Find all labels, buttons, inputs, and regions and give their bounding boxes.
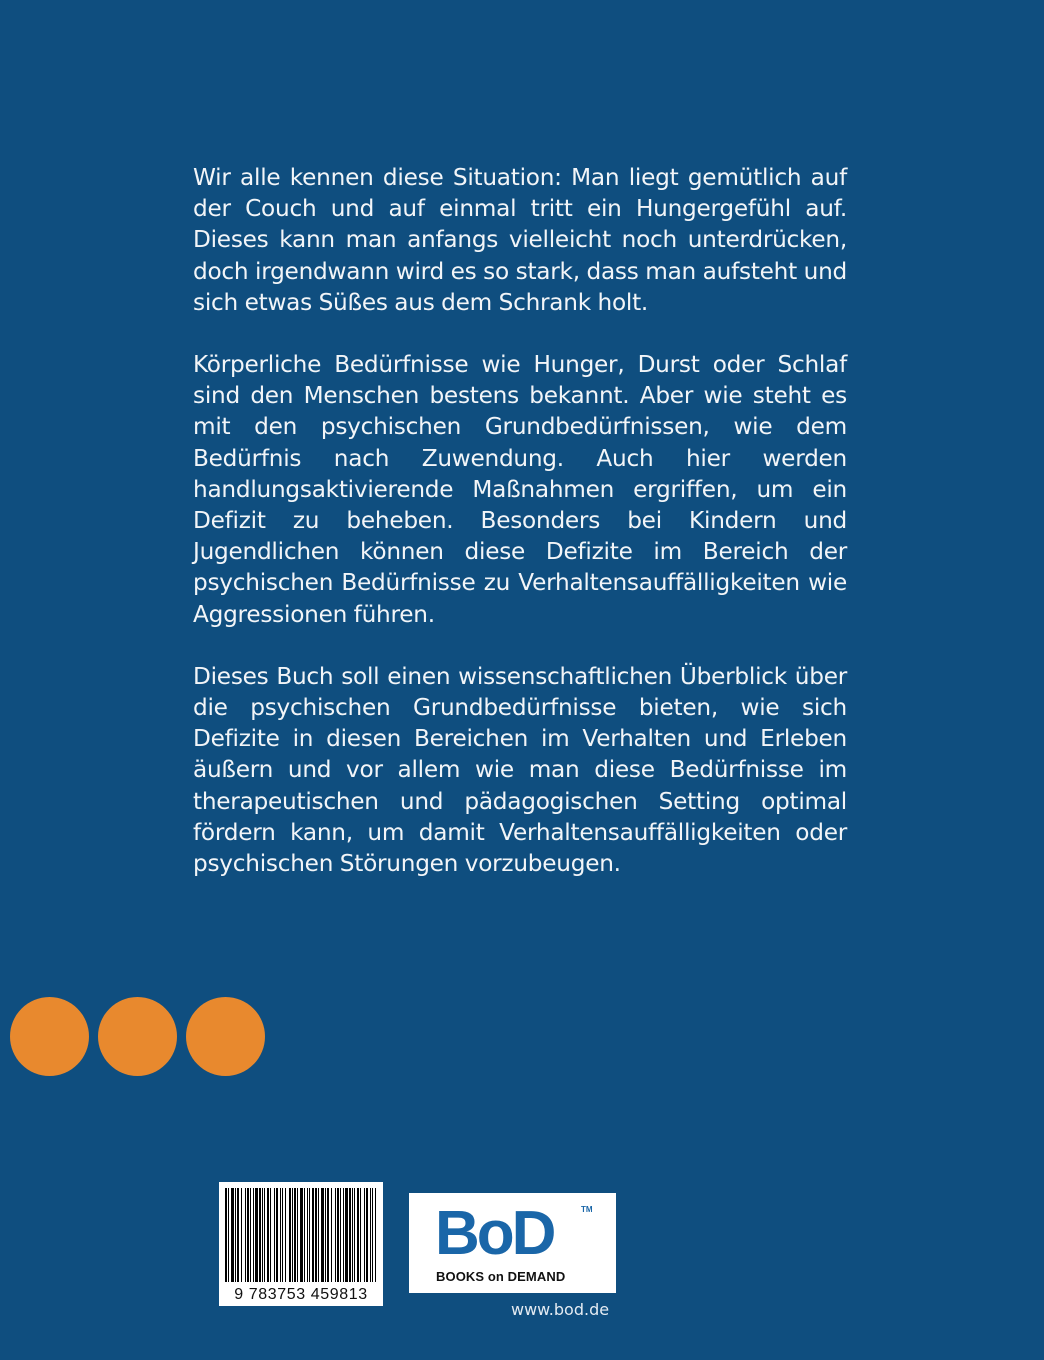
blurb-paragraph-3: Dieses Buch soll einen wissenschaftlichen Überblick über die psychischen Grundbedürfnisse bieten, wie sich Defizite in diesen Bereichen im Verhalten und Erleben äußern und vor allem wie man diese Bedürfnisse im therapeutischen und pädagogischen Setting optimal fördern kann, um damit Verhaltensauffälligkeiten oder psychischen Störungen vorzubeugen. — [193, 662, 847, 878]
blurb-paragraph-2: Körperliche Bedürfnisse wie Hunger, Durst oder Schlaf sind den Menschen bestens bekannt. Aber wie steht es mit den psychischen Grundbedürfnissen, wie dem Bedürfnis nach Zuwendung. Auch hier werden handlungsaktivierende Maßnahmen ergriffen, um ein Defizit zu beheben. Besonders bei Kindern und Jugendlichen können diese Defizite im Bereich der psychischen Bedürfnisse zu Verhaltensauffälligkeiten wie Aggressionen führen. — [193, 351, 847, 628]
publisher-url: www.bod.de — [511, 1300, 610, 1319]
orange-dot-3 — [186, 997, 265, 1076]
isbn-number: 9 783753 459813 — [234, 1286, 368, 1303]
decorative-dots — [10, 997, 265, 1076]
bod-tagline: BOOKS on DEMAND — [436, 1269, 566, 1284]
orange-dot-1 — [10, 997, 89, 1076]
isbn-barcode — [219, 1182, 383, 1306]
barcode-bars — [225, 1188, 377, 1282]
blurb-paragraph-1: Wir alle kennen diese Situation: Man liegt gemütlich auf der Couch und auf einmal tritt ein Hungergefühl auf. Dieses kann man anfangs vielleicht noch unterdrücken, doch irgendwann wird es so stark, dass man aufsteht und sich etwas Süßes aus dem Schrank holt. — [193, 164, 847, 316]
orange-dot-2 — [98, 997, 177, 1076]
back-cover-blurb — [193, 162, 847, 910]
trademark-mark: TM — [581, 1205, 593, 1214]
bod-logo-text: BoD — [435, 1199, 554, 1268]
publisher-logo — [409, 1193, 616, 1293]
